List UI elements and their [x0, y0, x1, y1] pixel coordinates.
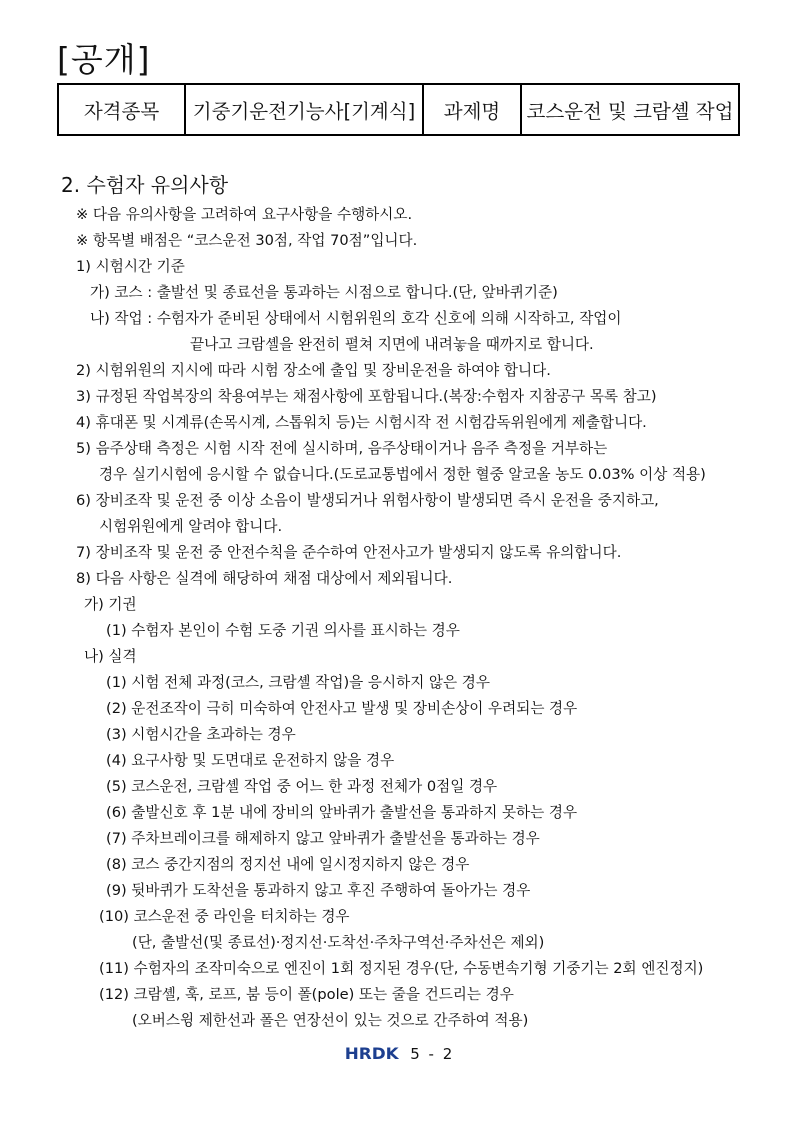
note-line: 끝나고 크람셸을 완전히 펼쳐 지면에 내려놓을 때까지로 합니다. [190, 336, 594, 353]
note-line: 4) 휴대폰 및 시계류(손목시계, 스톱워치 등)는 시험시작 전 시험감독위원에게 제출합니다. [76, 414, 647, 431]
note-line: ※ 다음 유의사항을 고려하여 요구사항을 수행하시오. [76, 206, 413, 223]
field-label-cell: 자격종목 [58, 84, 185, 135]
note-line: 2) 시험위원의 지시에 따라 시험 장소에 출입 및 장비운전을 하여야 합니다. [76, 362, 551, 379]
note-line: (12) 크람셸, 훅, 로프, 붐 등이 폴(pole) 또는 줄을 건드리는 경우 [99, 986, 514, 1003]
note-line: (1) 수험자 본인이 수험 도중 기권 의사를 표시하는 경우 [106, 622, 460, 639]
note-line: 1) 시험시간 기준 [76, 258, 185, 275]
page-footer [0, 1043, 800, 1063]
hrdk-logo: HRDK [344, 1044, 399, 1063]
note-line: (1) 시험 전체 과정(코스, 크람셸 작업)을 응시하지 않은 경우 [106, 674, 490, 691]
note-line: (4) 요구사항 및 도면대로 운전하지 않을 경우 [106, 752, 395, 769]
public-label: [공개] [57, 40, 151, 79]
note-line: 8) 다음 사항은 실격에 해당하여 채점 대상에서 제외됩니다. [76, 570, 453, 587]
note-line: (10) 코스운전 중 라인을 터치하는 경우 [99, 908, 350, 925]
note-line: 시험위원에게 알려야 합니다. [99, 518, 283, 535]
note-line: (오버스윙 제한선과 폴은 연장선이 있는 것으로 간주하여 적용) [132, 1012, 529, 1029]
note-line: 6) 장비조작 및 운전 중 이상 소음이 발생되거나 위험사항이 발생되면 즉시 운전을 중지하고, [76, 492, 659, 509]
note-line: 가) 코스 : 출발선 및 종료선을 통과하는 시점으로 합니다.(단, 앞바퀴기준) [90, 284, 558, 301]
page-number: 5 - 2 [410, 1044, 455, 1063]
note-line: 7) 장비조작 및 운전 중 안전수칙을 준수하여 안전사고가 발생되지 않도록 유의합니다. [76, 544, 622, 561]
note-line: 3) 규정된 작업복장의 착용여부는 채점사항에 포함됩니다.(복장:수험자 지참공구 목록 참고) [76, 388, 657, 405]
note-line: (3) 시험시간을 초과하는 경우 [106, 726, 296, 743]
note-line: 가) 기권 [84, 596, 137, 613]
note-line: (단, 출발선(및 종료선)·정지선·도착선·주차구역선·주차선은 제외) [132, 934, 545, 951]
note-line: (7) 주차브레이크를 해제하지 않고 앞바퀴가 출발선을 통과하는 경우 [106, 830, 540, 847]
section-title: 2. 수험자 유의사항 [61, 173, 229, 197]
task-value-cell: 코스운전 및 크람셸 작업 [521, 84, 739, 135]
note-line: (2) 운전조작이 극히 미숙하여 안전사고 발생 및 장비손상이 우려되는 경우 [106, 700, 578, 717]
note-line: 경우 실기시험에 응시할 수 없습니다.(도로교통법에서 정한 혈중 알코올 농도 0.03% 이상 적용) [99, 466, 706, 483]
note-line: (11) 수험자의 조작미숙으로 엔진이 1회 정지된 경우(단, 수동변속기형 기중기는 2회 엔진정지) [99, 960, 704, 977]
field-value-cell: 기중기운전기능사[기계식] [185, 84, 423, 135]
note-line: (6) 출발신호 후 1분 내에 장비의 앞바퀴가 출발선을 통과하지 못하는 경우 [106, 804, 578, 821]
note-line: (8) 코스 중간지점의 정지선 내에 일시정지하지 않은 경우 [106, 856, 470, 873]
header-table [57, 83, 740, 136]
note-line: ※ 항목별 배점은 “코스운전 30점, 작업 70점”입니다. [76, 232, 418, 249]
note-line: 5) 음주상태 측정은 시험 시작 전에 실시하며, 음주상태이거나 음주 측정을 거부하는 [76, 440, 608, 457]
note-line: 나) 작업 : 수험자가 준비된 상태에서 시험위원의 호각 신호에 의해 시작하고, 작업이 [90, 310, 622, 327]
note-line: (9) 뒷바퀴가 도착선을 통과하지 않고 후진 주행하여 돌아가는 경우 [106, 882, 531, 899]
note-line: (5) 코스운전, 크람셸 작업 중 어느 한 과정 전체가 0점일 경우 [106, 778, 498, 795]
note-line: 나) 실격 [84, 648, 137, 665]
task-label-cell: 과제명 [423, 84, 521, 135]
